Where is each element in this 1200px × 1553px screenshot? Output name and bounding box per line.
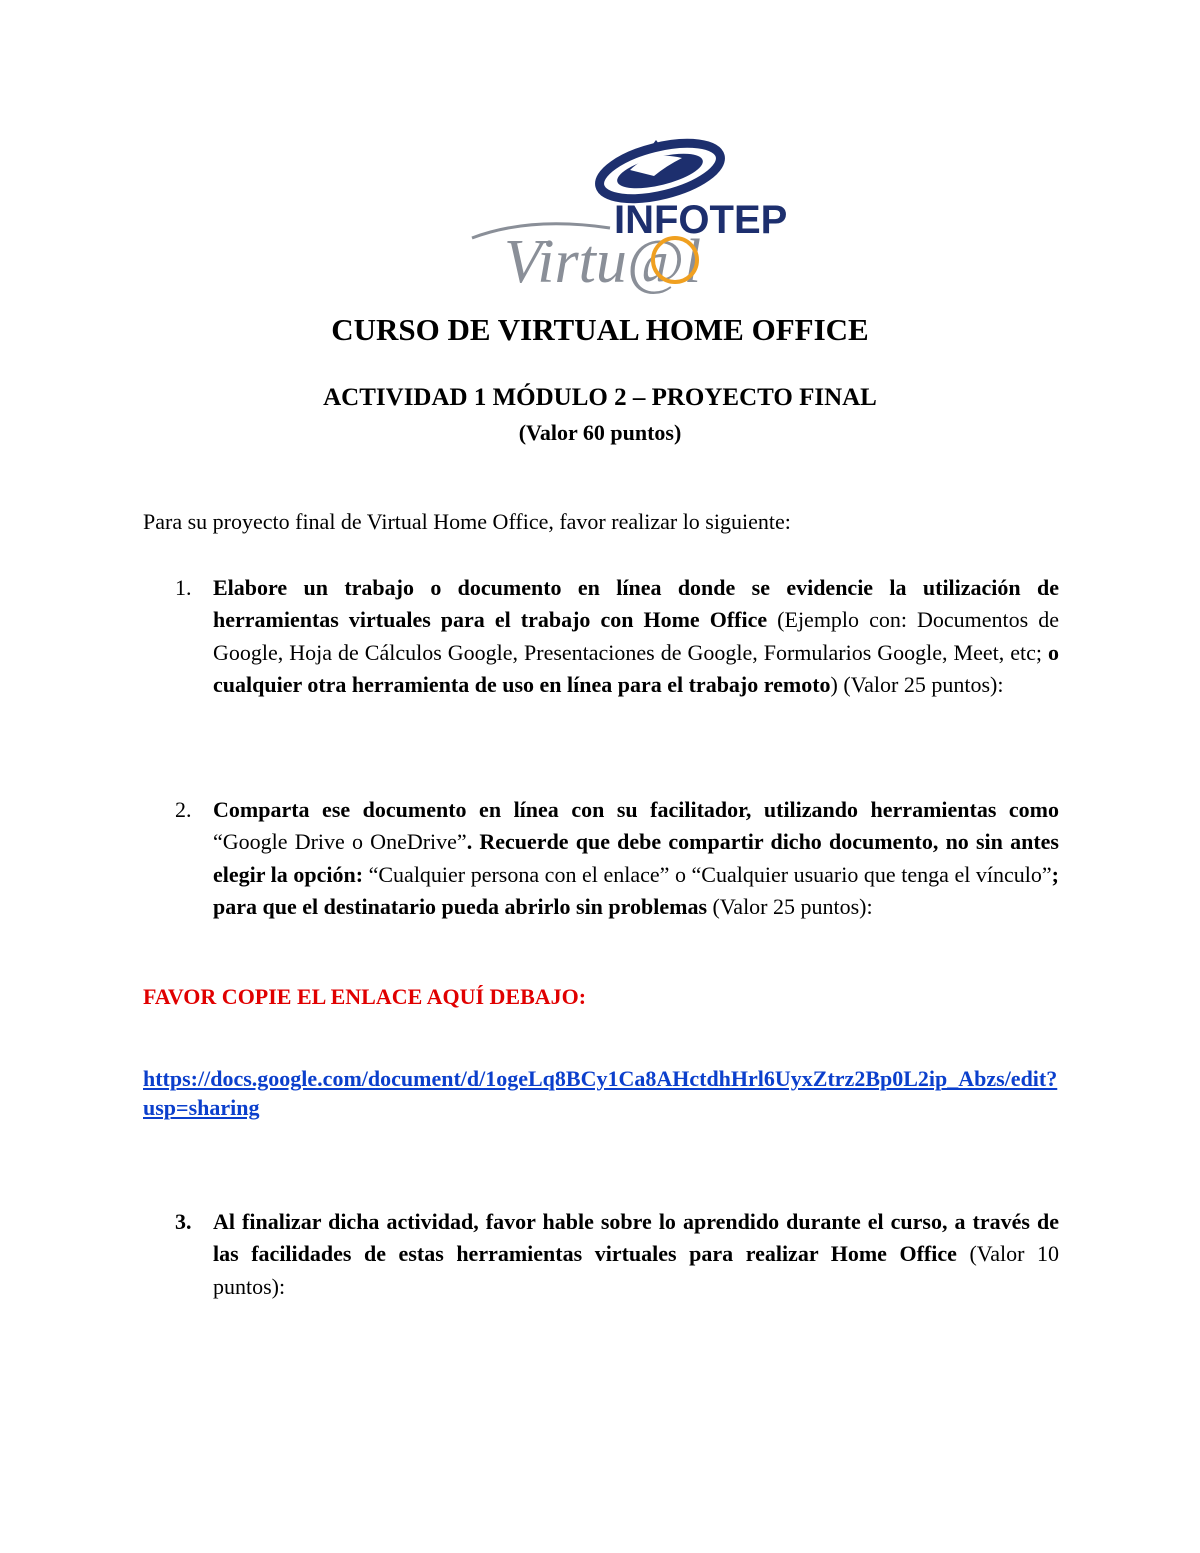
item-bold-text: . Recuerde que debe compartir dicho documento, no sin antes elegir la opción: bbox=[213, 829, 1059, 887]
item-bold-text: Comparta ese documento en línea con su facilitador, utilizando herramientas como bbox=[213, 797, 1059, 822]
activity-subtitle: ACTIVIDAD 1 MÓDULO 2 – PROYECTO FINAL bbox=[323, 384, 877, 411]
list-item-number: 1. bbox=[175, 575, 192, 600]
item-text: (Ejemplo con: Documentos de Google, Hoja de Cálculos Google, Presentaciones de Google, Formularios Google, Meet, etc; bbox=[213, 607, 1059, 665]
logo-infotep-text: INFOTEP bbox=[614, 198, 788, 242]
list-item bbox=[175, 794, 1059, 923]
item-bold-text: ; para que el destinatario pueda abrirlo sin problemas bbox=[213, 861, 1059, 919]
item-bold-text: Elabore un trabajo o documento en línea donde se evidencie la utilización de herramientas virtuales para el trabajo con Home Office bbox=[213, 575, 1059, 633]
item-text: (Valor 25 puntos): bbox=[707, 893, 873, 919]
course-title: CURSO DE VIRTUAL HOME OFFICE bbox=[331, 312, 869, 347]
link-heading: FAVOR COPIE EL ENLACE AQUÍ DEBAJO: bbox=[143, 984, 587, 1009]
infotep-virtual-logo bbox=[470, 136, 788, 296]
list-item bbox=[175, 1206, 1059, 1303]
item-bold-text: Al finalizar dicha actividad, favor hable sobre lo aprendido durante el curso, a través de las facilidades de estas herramientas virtuales para realizar Home Office bbox=[213, 1209, 1059, 1267]
list-item bbox=[175, 572, 1059, 701]
item-text: “Cualquier persona con el enlace” o “Cualquier usuario que tenga el vínculo” bbox=[368, 861, 1052, 887]
shared-document-link[interactable]: https://docs.google.com/document/d/1ogeLq8BCy1Ca8AHctdhHrl6UyxZtrz2Bp0L2ip_Abzs/edit?usp=sharing bbox=[143, 1066, 1058, 1120]
item-text: (Valor 10 puntos): bbox=[213, 1241, 1059, 1299]
item-text: ) (Valor 25 puntos): bbox=[830, 671, 1004, 697]
total-value-note: (Valor 60 puntos) bbox=[518, 420, 682, 445]
item-bold-text: o cualquier otra herramienta de uso en línea para el trabajo remoto bbox=[213, 639, 1059, 697]
item-text: “Google Drive o OneDrive” bbox=[213, 829, 467, 855]
logo-virtual-text: Virtu@l bbox=[504, 228, 702, 296]
intro-paragraph: Para su proyecto final de Virtual Home Office, favor realizar lo siguiente: bbox=[143, 509, 791, 534]
list-item-number: 3. bbox=[175, 1209, 192, 1234]
list-item-number: 2. bbox=[175, 797, 192, 822]
